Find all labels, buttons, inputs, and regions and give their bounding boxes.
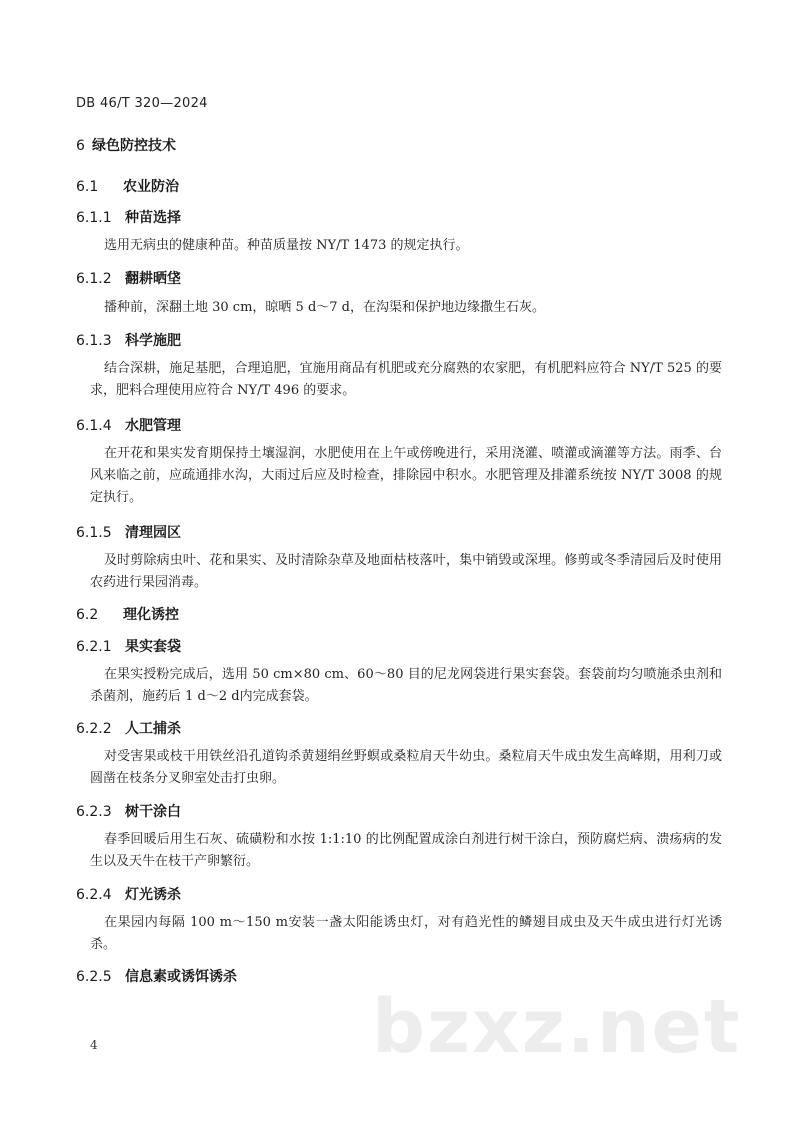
subsection-number: 6.2.1 — [76, 639, 112, 655]
section-title: 理化诱控 — [123, 607, 179, 623]
subsection-title: 科学施肥 — [125, 333, 181, 349]
subsection-number: 6.1.2 — [76, 271, 112, 287]
chapter-title: 绿色防控技术 — [92, 138, 176, 154]
paragraph-6-2-3: 春季回暖后用生石灰、硫磺粉和水按 1:1:10 的比例配置成涂白剂进行树干涂白，预防腐烂病、溃疡病的发生以及天牛在枝干产卵繁衍。 — [90, 832, 722, 869]
subsection-title: 信息素或诱饵诱杀 — [125, 969, 237, 985]
page-number: 4 — [90, 1038, 98, 1052]
watermark: bzxz.net — [372, 984, 742, 1070]
section-title: 农业防治 — [123, 179, 179, 195]
document-code: DB 46/T 320—2024 — [76, 96, 208, 111]
subsection-number: 6.1.4 — [76, 418, 112, 434]
section-number: 6.1 — [76, 179, 99, 195]
subsection-title: 翻耕晒垡 — [125, 271, 181, 287]
subsection-heading-6-1-2 — [76, 268, 181, 288]
subsection-number: 6.1.1 — [76, 210, 112, 226]
subsection-heading-6-1-3 — [76, 330, 181, 350]
subsection-heading-6-1-5 — [76, 522, 181, 542]
subsection-number: 6.2.2 — [76, 721, 112, 737]
subsection-heading-6-2-4 — [76, 884, 181, 904]
paragraph-6-2-2: 对受害果或枝干用铁丝沿孔道钩杀黄翅绢丝野螟或桑粒肩天牛幼虫。桑粒肩天牛成虫发生高峰期，用利刀或圆凿在枝条分叉卵室处击打虫卵。 — [90, 749, 722, 786]
subsection-number: 6.2.4 — [76, 887, 112, 903]
chapter-number: 6 — [76, 138, 85, 154]
subsection-heading-6-2-2 — [76, 718, 181, 738]
subsection-number: 6.2.3 — [76, 804, 112, 820]
section-heading-6-2 — [76, 604, 179, 624]
subsection-heading-6-1-4 — [76, 415, 181, 435]
subsection-heading-6-2-5 — [76, 966, 237, 986]
paragraph-6-1-1: 选用无病虫的健康种苗。种苗质量按 NY/T 1473 的规定执行。 — [104, 238, 469, 253]
subsection-title: 灯光诱杀 — [125, 887, 181, 903]
subsection-title: 果实套袋 — [125, 639, 181, 655]
subsection-title: 树干涂白 — [125, 804, 181, 820]
paragraph-6-2-4: 在果园内每隔 100 m～150 m安装一盏太阳能诱虫灯，对有趋光性的鳞翅目成虫及天牛成虫进行灯光诱杀。 — [90, 915, 722, 952]
paragraph-6-1-5: 及时剪除病虫叶、花和果实、及时清除杂草及地面枯枝落叶，集中销毁或深埋。修剪或冬季清园后及时使用农药进行果园消毒。 — [90, 553, 722, 590]
section-heading-6-1 — [76, 176, 179, 196]
section-number: 6.2 — [76, 607, 99, 623]
subsection-title: 人工捕杀 — [125, 721, 181, 737]
subsection-heading-6-2-1 — [76, 636, 181, 656]
subsection-title: 种苗选择 — [125, 210, 181, 226]
subsection-title: 水肥管理 — [125, 418, 181, 434]
chapter-heading — [76, 135, 176, 155]
subsection-heading-6-1-1 — [76, 207, 181, 227]
paragraph-6-1-2: 播种前，深翻土地 30 cm，晾晒 5 d～7 d，在沟渠和保护地边缘撒生石灰。 — [104, 300, 545, 315]
subsection-number: 6.2.5 — [76, 969, 112, 985]
paragraph-6-1-4: 在开花和果实发育期保持土壤湿润，水肥使用在上午或傍晚进行，采用浇灌、喷灌或滴灌等方法。雨季、台风来临之前，应疏通排水沟，大雨过后应及时检查，排除园中积水。水肥管理及排灌系统按 NY/T 3008 的规定执行。 — [90, 446, 722, 505]
subsection-number: 6.1.5 — [76, 525, 112, 541]
paragraph-6-2-1: 在果实授粉完成后，选用 50 cm×80 cm、60～80 目的尼龙网袋进行果实套袋。套袋前均匀喷施杀虫剂和杀菌剂，施药后 1 d～2 d内完成套袋。 — [90, 667, 722, 704]
subsection-title: 清理园区 — [125, 525, 181, 541]
subsection-heading-6-2-3 — [76, 801, 181, 821]
paragraph-6-1-3: 结合深耕，施足基肥，合理追肥，宜施用商品有机肥或充分腐熟的农家肥，有机肥料应符合 NY/T 525 的要求，肥料合理使用应符合 NY/T 496 的要求。 — [90, 361, 722, 398]
subsection-number: 6.1.3 — [76, 333, 112, 349]
